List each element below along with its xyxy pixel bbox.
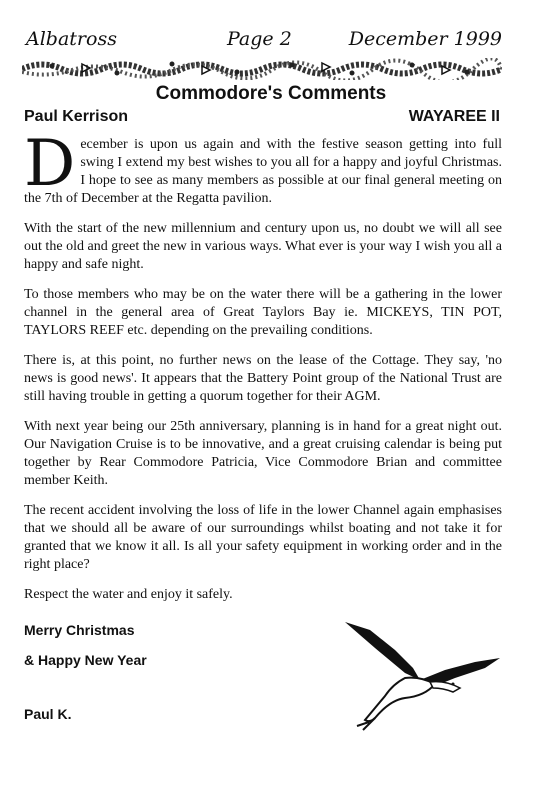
page-number: Page 2 xyxy=(227,28,292,50)
boat-name: WAYAREE II xyxy=(408,108,500,125)
article-title: Commodore's Comments xyxy=(155,83,387,104)
albatross-icon xyxy=(335,618,505,738)
paragraph-6: The recent accident involving the loss of life in the lower Channel again emphasises that we should all be aware of our surroundings whilst boating and not take it for granted that we know it all. Is all your safety equipment in working order and in the right place? xyxy=(24,503,502,572)
page-header xyxy=(22,28,502,76)
issue-date: December 1999 xyxy=(348,28,502,50)
publication-name: Albatross xyxy=(26,28,117,50)
closing-line-2: & Happy New Year xyxy=(24,652,147,668)
paragraph-7: Respect the water and enjoy it safely. xyxy=(24,587,233,602)
paragraph-2: With the start of the new millennium and century upon us, no doubt we will all see out the old and greet the new in various ways. What ever is your way I wish you all a happy and safe night. xyxy=(24,221,502,272)
holly-garland-icon xyxy=(22,58,502,80)
paragraph-1: December is upon us again and with the festive season getting into full swing I extend my best wishes to you all for a happy and joyful Christmas. I hope to see as many members as possible at our final general meeting on the 7th of December at the Regatta pavilion. xyxy=(24,127,502,206)
drop-cap: D xyxy=(24,127,76,201)
paragraph-5: With next year being our 25th anniversary, planning is in hand for a great night out. Our Navigation Cruise is to be innovative, and a great cruising calendar is being put together by Rear Commodore Patricia, Vice Commodore Brian and committee member Keith. xyxy=(24,419,502,488)
article-body xyxy=(24,127,502,616)
paragraph-4: There is, at this point, no further news on the lease of the Cottage. They say, 'no news is good news'. It appears that the Battery Point group of the National Trust are still having trouble in getting a quorum together for their AGM. xyxy=(24,353,502,404)
closing-line-1: Merry Christmas xyxy=(24,622,135,638)
paragraph-3: To those members who may be on the water there will be a gathering in the lower channel in the general area of Great Taylors Bay ie. MICKEYS, TIN POT, TAYLORS REEF etc. depending on the prevailing conditions. xyxy=(24,287,502,338)
author-name: Paul Kerrison xyxy=(24,108,129,125)
signature: Paul K. xyxy=(24,706,72,722)
